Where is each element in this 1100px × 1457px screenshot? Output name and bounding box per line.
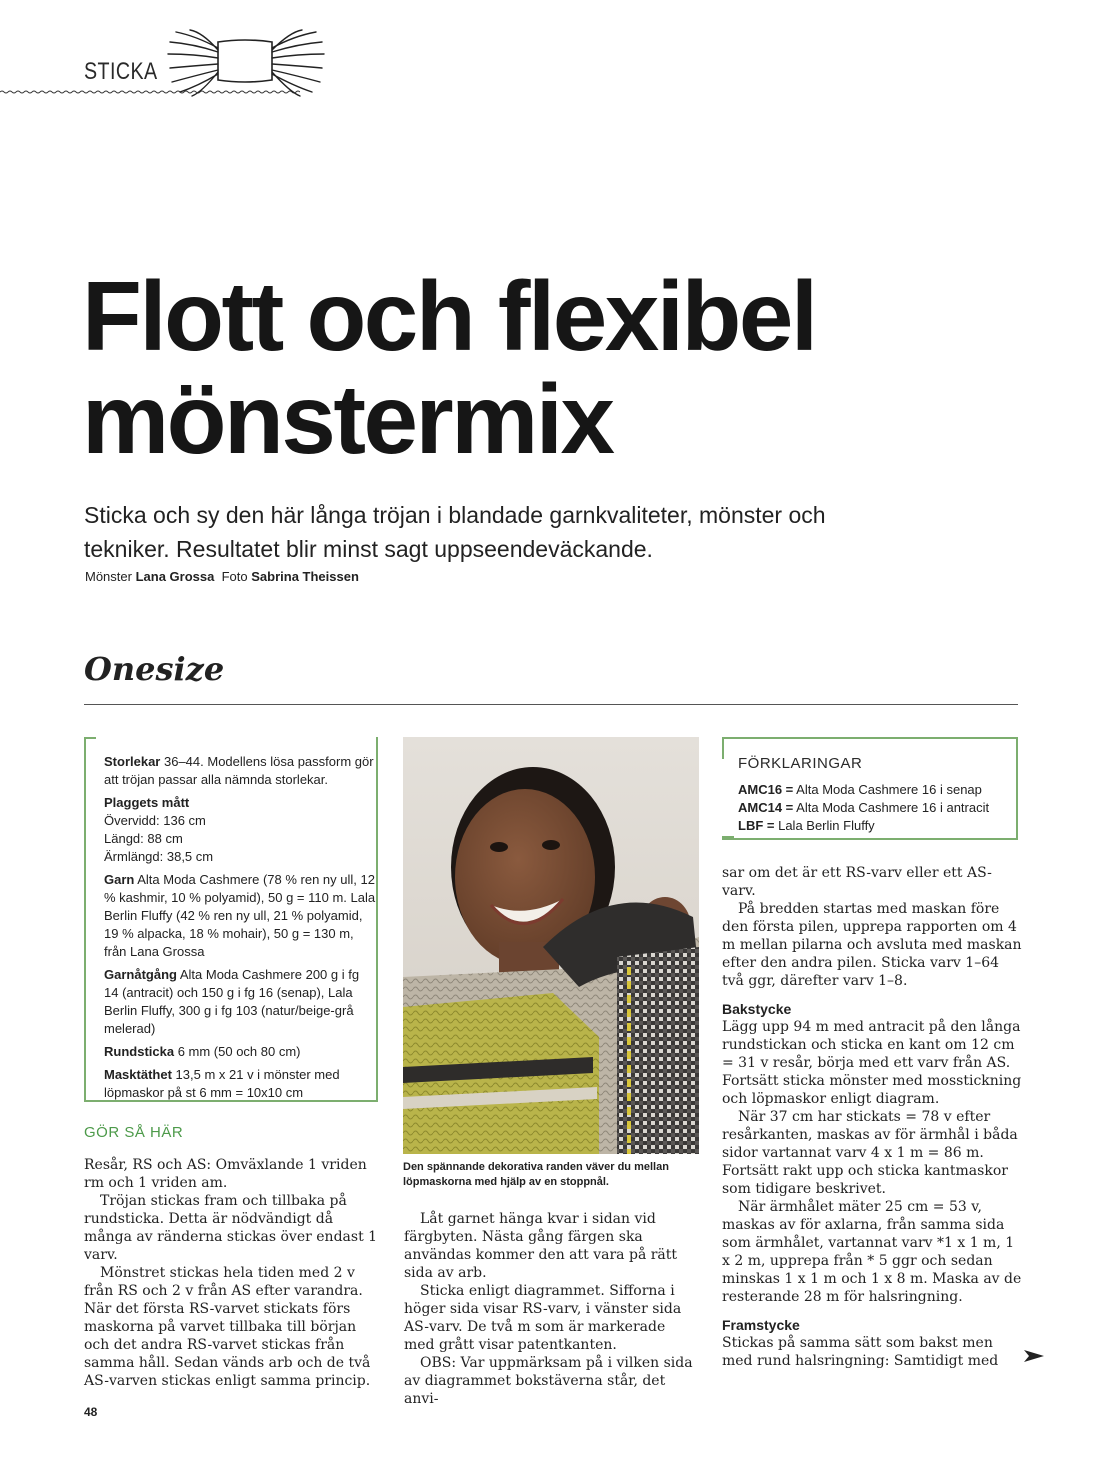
spec-measure-label: Plaggets mått [104,795,190,810]
paragraph: Tröjan stickas fram och tillbaka på rundsticka. Detta är nödvändigt då många av ränderna stickas över endast 1 varv. [84,1193,378,1263]
instructions-column-1 [84,1156,380,1390]
model-photo-illustration [403,737,699,1154]
legend-box [738,755,1018,835]
paragraph: När 37 cm har stickats = 78 v efter resårkanten, maskas av för ärmhål i båda sidor vartannat varv 4 x 1 m = 86 m. Fortsätt rakt upp och sticka kantmaskor som tidigare beskrivet. [722,1109,1018,1197]
spec-yarn-amount-label: Garnåtgång [104,967,177,982]
yarn-skein-icon [166,28,326,98]
paragraph: Sticka enligt diagrammet. Sifforna i höger sida visar RS-varv, i vänster sida AS-varv. De två m som är markerade med grått visar patentkanten. [404,1283,682,1353]
spec-yarn-amount: Alta Moda Cashmere 200 g i fg 14 (antracit) och 150 g i fg 16 (senap), Lala Berlin Fluffy, 300 g i fg 103 (natur/beige-grå melerad) [104,967,360,1036]
article-credits [85,569,359,584]
section-label: STICKA [84,58,158,85]
instructions-column-3 [722,864,1022,1370]
back-piece-heading: Bakstycke [722,1001,792,1017]
model-photo [403,737,699,1154]
spec-sleeve: Ärmlängd: 38,5 cm [104,849,214,864]
legend-value: Alta Moda Cashmere 16 i antracit [793,800,990,815]
continue-arrow-icon [1024,1350,1044,1362]
photo-caption: Den spännande dekorativa randen väver du mellan löpmaskorna med hjälp av en stoppnål. [403,1161,669,1188]
legend-value: Lala Berlin Fluffy [774,818,875,833]
legend-key: AMC16 = [738,782,794,797]
pattern-label: Mönster [85,569,132,584]
legend-key: AMC14 = [738,800,794,815]
legend-title: FÖRKLARINGAR [738,755,863,772]
title-line-1: Flott och flexibel [82,261,816,371]
paragraph: Resår, RS och AS: Omväxlande 1 vriden rm och 1 vriden am. [84,1157,367,1191]
paragraph: Stickas på samma sätt som bakst men med rund halsringning: Samtidigt med [722,1335,999,1369]
spec-chest: Övervidd: 136 cm [104,813,206,828]
spec-needle: 6 mm (50 och 80 cm) [174,1044,301,1059]
paragraph: Mönstret stickas hela tiden med 2 v från RS och 2 v från AS efter varandra. När det första RS-varvet stickats förs maskorna på varvet tillbaka till början och det andra RS-varvet stickas från samma håll. Sedan vänds arb och de två AS-varven stickas enligt samma princip. [84,1265,371,1389]
instructions-heading: GÖR SÅ HÄR [84,1124,184,1141]
paragraph: sar om det är ett RS-varv eller ett AS-varv. [722,865,992,899]
article-lead: Sticka och sy den här långa tröjan i blandade garnkvaliteter, mönster och tekniker. Resultatet blir minst sagt uppseendeväckande. [84,502,826,562]
paragraph: På bredden startas med maskan före den första pilen, upprepa rapporten om 4 m mellan pilarna och avsluta med maskan efter den andra pilen. Sticka varv 1–64 två ggr, därefter varv 1–8. [722,901,1022,989]
instructions-column-2 [404,1210,700,1408]
title-line-2: mönstermix [82,364,613,474]
section-divider [84,704,1018,705]
spec-sizes: 36–44. Modellens lösa passform gör att tröjan passar alla nämnda storlekar. [104,754,374,787]
spec-yarn: Alta Moda Cashmere (78 % ren ny ull, 12 % kashmir, 10 % polyamid), 50 g = 110 m. Lala Berlin Fluffy (42 % ren ny ull, 21 % polyamid, 19 % alpacka, 18 % mohair), 50 g = 130 m, från Lana Grossa [104,872,376,959]
spec-sizes-label: Storlekar [104,754,161,769]
legend-value: Alta Moda Cashmere 16 i senap [793,782,982,797]
spec-length: Längd: 88 cm [104,831,183,846]
spec-gauge: 13,5 m x 21 v i mönster med löpmaskor på st 6 mm = 10x10 cm [104,1067,340,1100]
pattern-author: Lana Grossa [135,569,215,584]
page-number: 48 [84,1405,98,1419]
spec-box [104,753,376,1107]
spec-gauge-label: Masktäthet [104,1067,172,1082]
spec-needle-label: Rundsticka [104,1044,175,1059]
legend-key: LBF = [738,818,775,833]
photo-author: Sabrina Theissen [251,569,359,584]
photo-label: Foto [221,569,248,584]
paragraph: OBS: Var uppmärksam på i vilken sida av diagrammet bokstäverna står, det anvi- [404,1355,693,1407]
size-label: Onesize [84,650,225,688]
paragraph: Lägg upp 94 m med antracit på den långa rundstickan och sticka en kant om 12 cm = 31 v resår, börja med ett varv från AS. Fortsätt sticka mönster med mosstickning och löpmaskor enligt diagram. [722,1019,1022,1107]
front-piece-heading: Framstycke [722,1317,800,1333]
paragraph: Låt garnet hänga kvar i sidan vid färgbyten. Nästa gång färgen ska användas kommer den att vara på rätt sida av arb. [404,1211,678,1281]
article-title [82,261,816,474]
paragraph: När ärmhålet mäter 25 cm = 53 v, maskas av för axlarna, från samma sida som ärmhålet, vartannat varv *1 x 1 m, 1 x 2 m, upprepa från * 5 ggr och sedan minskas 1 x 1 m och 1 x 8 m. Maska av de resterande 28 m för halsringning. [722,1199,1022,1305]
spec-yarn-label: Garn [104,872,135,887]
